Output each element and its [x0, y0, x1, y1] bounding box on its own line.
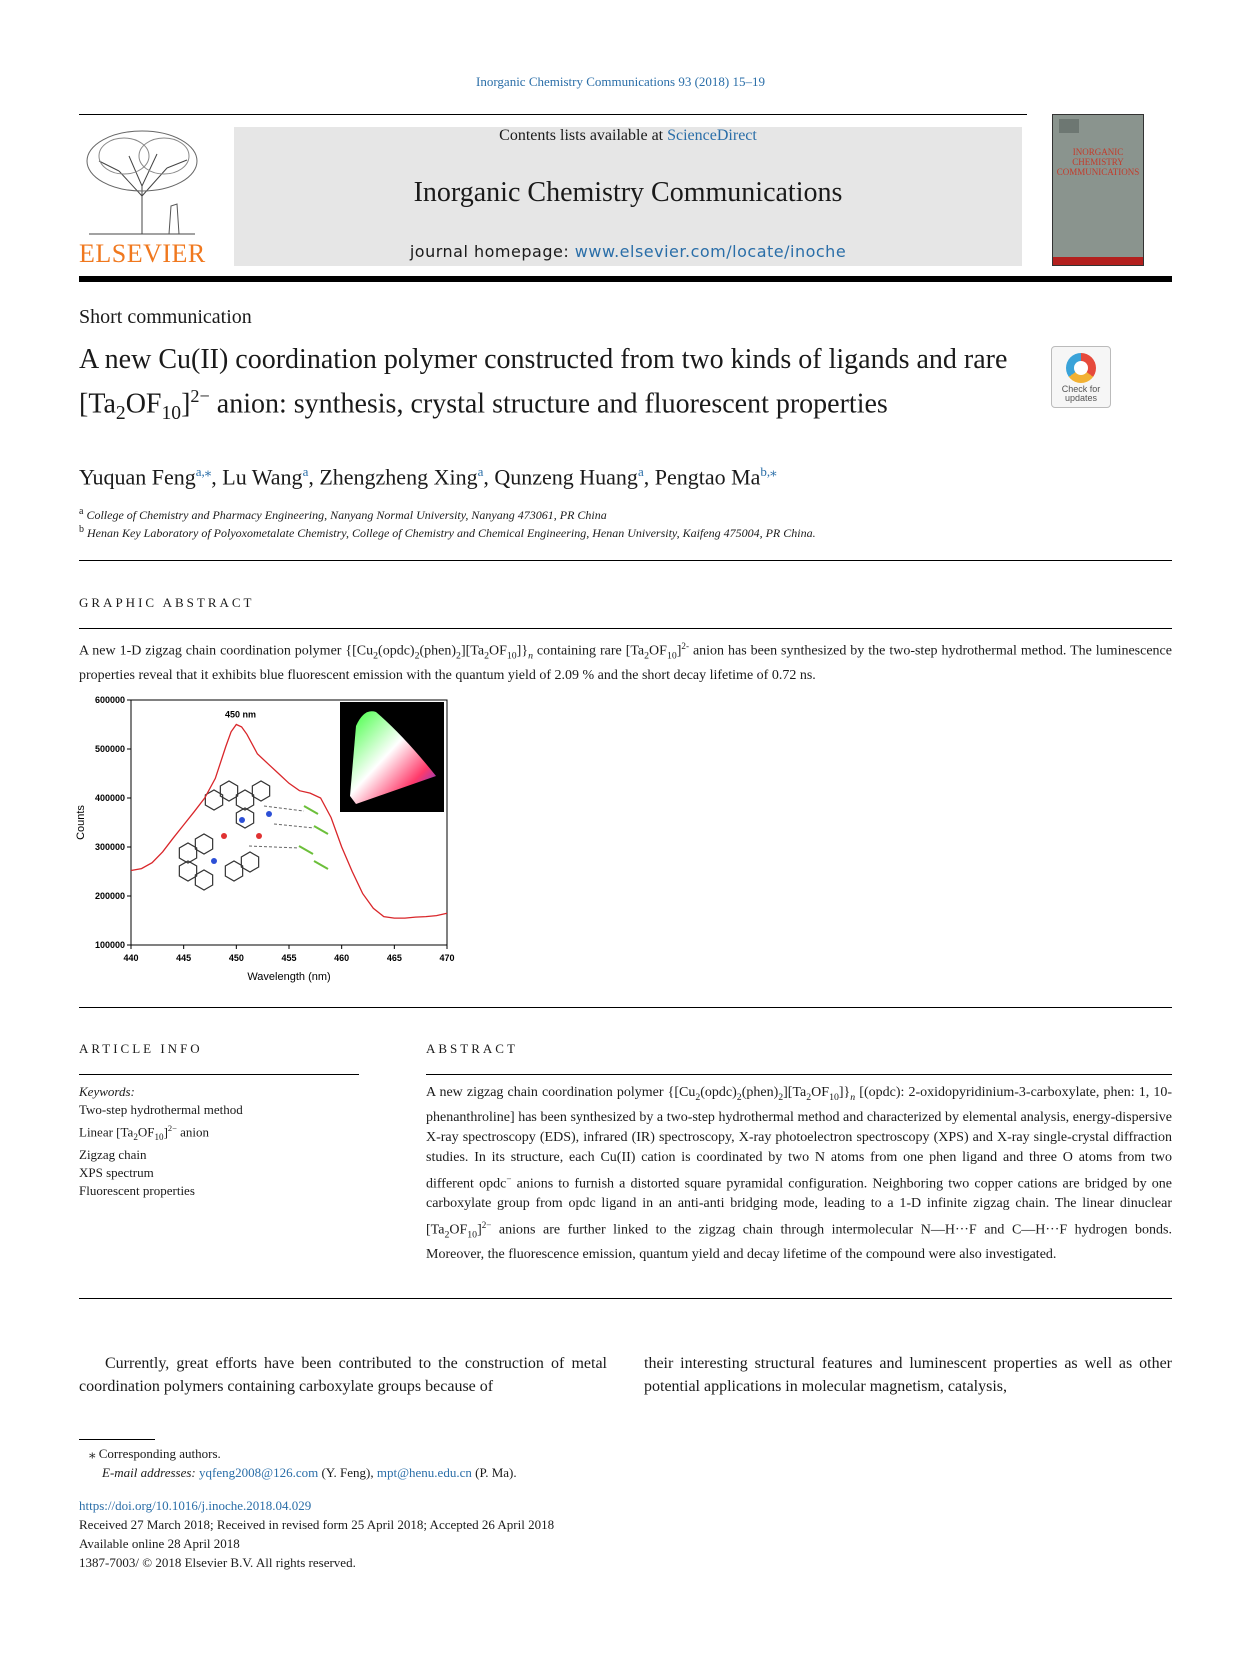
y-tick-label: 100000 — [94, 940, 125, 950]
keyword: Linear $[Ta_2OF_{10}]^{2-}$ anion — [79, 1123, 210, 1142]
peak-annotation: 450 nm — [225, 709, 257, 720]
email-link-ma[interactable]: mpt@henu.edu.cn — [376, 1465, 472, 1480]
author-separator: , — [643, 464, 655, 490]
header-thick-rule — [79, 276, 1172, 282]
author-affiliation-marker[interactable]: a — [302, 464, 309, 479]
x-tick-label: 455 — [281, 953, 297, 963]
keyword: Fluorescent properties — [79, 1182, 195, 1198]
keyword: Two-step hydrothermal method — [79, 1102, 243, 1117]
author-name: Zhengzheng Xing — [319, 464, 478, 490]
journal-cover-thumbnail[interactable] — [1052, 114, 1144, 266]
graphic-abstract-heading: GRAPHIC ABSTRACT — [79, 595, 255, 610]
author-name: Lu Wang — [222, 464, 303, 490]
copyright: 1387-7003/ © 2018 Elsevier B.V. All rights reserved. — [79, 1555, 356, 1570]
article-info-heading: ARTICLE INFO — [79, 1041, 203, 1056]
x-tick-label: 470 — [439, 953, 455, 963]
check-for-updates-label: Check for updates — [1061, 384, 1101, 403]
author-separator: , — [483, 464, 495, 490]
email-line: E-mail addresses: yqfeng2008@126.com (Y. Feng), mpt@henu.edu.cn (P. Ma). — [102, 1465, 517, 1480]
cie-diagram-inset — [340, 702, 444, 812]
author-name: Pengtao Ma — [654, 464, 761, 490]
doi-link[interactable]: https://doi.org/10.1016/j.inoche.2018.04.029 — [79, 1498, 312, 1513]
graphic-abstract-text: A new 1-D zigzag chain coordination polymer $\{[Cu_2(opdc)_2(phen)_2][Ta_2OF_{10}]\}_n$ containing rare $[Ta_2OF_{10}]^{2-}$ anion has been synthesized by the two-step hydrothermal method. The luminescence properties reveal that it exhibits blue fluorescent emission with the quantum yield of 2.09 % and the short decay lifetime of 0.72 ns. — [79, 641, 1172, 684]
cover-title-line: CHEMISTRY — [1072, 157, 1124, 167]
divider — [79, 1298, 1172, 1299]
journal-title: Inorganic Chemistry Communications — [413, 177, 843, 208]
cover-title-line: COMMUNICATIONS — [1056, 167, 1140, 177]
footnote-rule — [79, 1439, 155, 1440]
check-for-updates-button[interactable] — [1051, 346, 1111, 408]
homepage-prefix: journal homepage: — [409, 242, 575, 261]
body-text-right: their interesting structural features and luminescent properties as well as other potential applications in molecular magnetism, catalysis, — [644, 1355, 1172, 1395]
x-tick-label: 440 — [123, 953, 139, 963]
email-link-feng[interactable]: yqfeng2008@126.com — [199, 1465, 319, 1480]
contents-line — [234, 127, 1022, 145]
y-tick-label: 400000 — [94, 793, 125, 803]
author-affiliation-marker[interactable]: a — [477, 464, 484, 479]
keyword: Zigzag chain — [79, 1146, 147, 1162]
contents-prefix: Contents lists available at — [499, 127, 668, 144]
divider — [79, 1074, 359, 1075]
divider — [79, 560, 1172, 561]
article-type: Short communication — [79, 306, 252, 328]
keyword: XPS spectrum — [79, 1164, 154, 1180]
abstract-text: A new zigzag chain coordination polymer $\{[Cu_2(opdc)_2(phen)_2][Ta_2OF_{10}]\}_n$ [(opdc): 2-oxidopyridinium-3-carboxylate, phen: 1, 10-phenanthroline] has been synthesized by a two-step hydrothermal method and characterized by elemental analysis, energy-dispersive X-ray spectroscopy (EDS), infrared (IR) spectroscopy, X-ray photoelectron spectroscopy (XPS) and X-ray single-crystal diffraction studies. In its structure, each Cu(II) cation is coordinated by two N atoms from one phen ligand and three O atoms from two different opdc− anions to furnish a distorted square pyramidal configuration. Neighboring two copper cations are bridged by one carboxylate group from opdc ligand in an anti-anti bridging mode, leading to a 1-D infinite zigzag chain. The linear dinuclear $[Ta_2OF_{10}]^{2-}$ anions are further linked to the zigzag chain through intermolecular N—H···F and C—H···F hydrogen bonds. Moreover, the fluorescence emission, quantum yield and decay lifetime of the compound were also investigated. — [426, 1085, 1173, 1263]
article-title: A new Cu(II) coordination polymer constructed from two kinds of ligands and rare $[Ta_2OF_{10}]^{2-}$ anion: synthesis, crystal structure and fluorescent properties — [79, 344, 1008, 424]
author-affiliation-marker[interactable]: a — [637, 464, 644, 479]
divider — [79, 1007, 1172, 1008]
divider — [79, 628, 1172, 629]
homepage-line — [234, 242, 1022, 261]
available-online: Available online 28 April 2018 — [79, 1536, 240, 1551]
keywords-block — [79, 1083, 359, 1200]
y-axis-label: Counts — [75, 805, 87, 840]
journal-reference-link[interactable]: Inorganic Chemistry Communications 93 (2018) 15–19 — [476, 74, 765, 89]
corresponding-note: ⁎ Corresponding authors. — [89, 1446, 221, 1461]
cover-title-line: INORGANIC — [1072, 147, 1124, 157]
sciencedirect-link[interactable]: ScienceDirect — [667, 127, 757, 144]
author-name: Yuquan Feng — [79, 464, 196, 490]
divider — [426, 1074, 1172, 1075]
received-dates: Received 27 March 2018; Received in revised form 25 April 2018; Accepted 26 April 2018 — [79, 1517, 555, 1532]
author-affiliation-marker[interactable]: b,⁎ — [760, 464, 777, 479]
keywords-label: Keywords: — [79, 1084, 135, 1099]
header-rule — [79, 114, 1027, 115]
body-text-left: Currently, great efforts have been contributed to the construction of metal coordination polymers containing carboxylate groups because of — [79, 1355, 607, 1395]
x-tick-label: 445 — [176, 953, 192, 963]
elsevier-tree-icon — [79, 126, 205, 236]
cover-title — [1053, 147, 1143, 177]
elsevier-wordmark: ELSEVIER — [79, 239, 206, 268]
affiliation-a: $^a$ College of Chemistry and Pharmacy Engineering, Nanyang Normal University, Nanyang 473061, PR China — [79, 506, 607, 522]
y-tick-label: 600000 — [94, 696, 125, 705]
emission-spectrum-chart — [74, 696, 484, 996]
x-axis-label: Wavelength (nm) — [247, 971, 331, 983]
check-for-updates-icon — [1066, 353, 1096, 383]
x-tick-label: 465 — [386, 953, 402, 963]
cover-logo — [1059, 119, 1079, 133]
homepage-link[interactable]: www.elsevier.com/locate/inoche — [574, 242, 847, 261]
author-list — [79, 464, 777, 490]
cover-red-bar — [1053, 257, 1143, 265]
x-tick-label: 450 — [228, 953, 244, 963]
journal-banner — [234, 127, 1022, 266]
author-name: Qunzeng Huang — [494, 464, 638, 490]
author-separator: , — [211, 464, 223, 490]
abstract-heading: ABSTRACT — [426, 1041, 518, 1056]
author-separator: , — [308, 464, 320, 490]
affiliation-b: $^b$ Henan Key Laboratory of Polyoxometalate Chemistry, College of Chemistry and Chemical Engineering, Henan University, Kaifeng 475004, PR China. — [79, 524, 816, 540]
y-tick-label: 200000 — [94, 891, 125, 901]
y-tick-label: 500000 — [94, 744, 125, 754]
author-affiliation-marker[interactable]: a,⁎ — [195, 464, 212, 479]
y-tick-label: 300000 — [94, 842, 125, 852]
elsevier-logo[interactable] — [79, 126, 205, 266]
x-tick-label: 460 — [334, 953, 350, 963]
